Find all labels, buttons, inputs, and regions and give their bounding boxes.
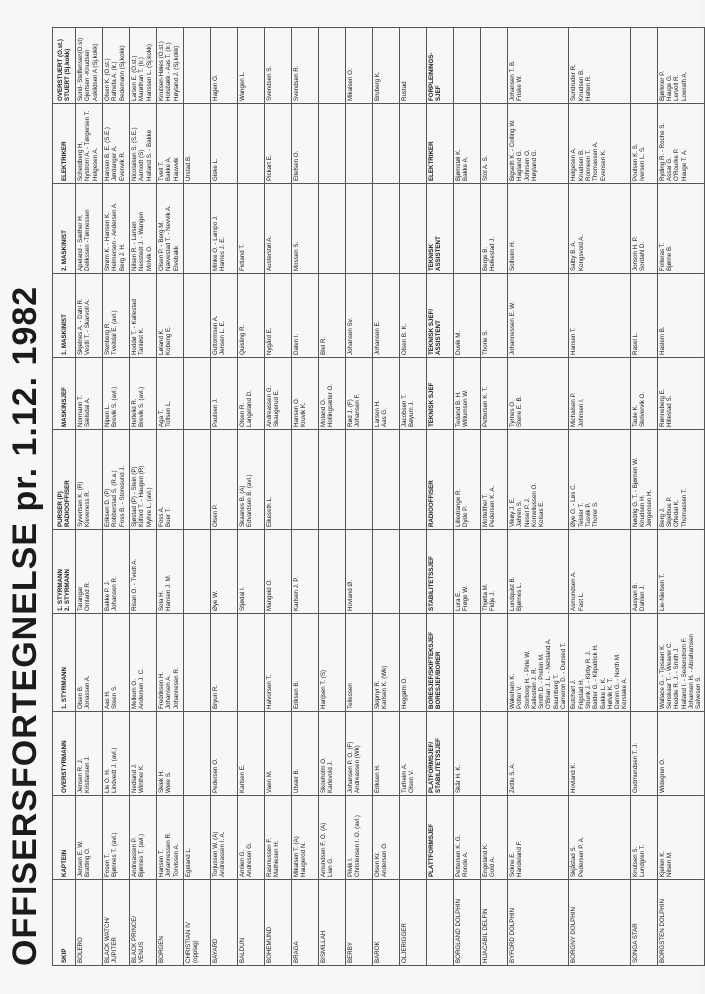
table-cell [238, 614, 265, 712]
table-cell: Mangeid O. [265, 530, 292, 614]
table-cell: Salby B. A. Kongsvold A. [569, 184, 630, 274]
table-cell: Amundsen F. O. (A) Lian G. [319, 796, 346, 880]
table-cell: Urstad B. [184, 104, 211, 184]
ship-name: BORGLAND DOLPHIN [454, 880, 481, 966]
table-row [130, 28, 157, 966]
table-cell [630, 28, 657, 104]
table-cell: Johansen Sv. [346, 274, 373, 358]
table-cell [184, 274, 211, 358]
table-cell: Nødrig G. T. - Bjørnen W. Knudsen H. Jørgensen H. [630, 430, 657, 530]
table-cell: Bigseth K. - Colling W. Hagland G. Johnsen O. Høyland G. [508, 104, 569, 184]
table-cell [346, 430, 373, 530]
table-cell: Giske L. [211, 104, 238, 184]
table-cell: PLATFORMSJEF/ STABILITETSSJEF [427, 712, 454, 796]
table-cell: Hanjsen T. (S) [319, 614, 346, 712]
table-cell: Melkum O. Andersen J. C. [130, 614, 157, 712]
table-cell: Kjellen K. Nilsen M. [657, 796, 704, 880]
ship-name: BORGSTEN DOLPHIN [657, 880, 704, 966]
table-cell: Eriksen B. [292, 614, 319, 712]
table-cell [319, 184, 346, 274]
table-cell: Bakke P. J. Johansen R. [103, 530, 130, 614]
table-cell [400, 530, 427, 614]
ship-name: BRAGA [292, 880, 319, 966]
table-row [630, 28, 657, 966]
table-cell: Lundquist B. Bjørnes L. [508, 530, 569, 614]
table-cell [630, 614, 657, 712]
table-cell: Nedland J. Winther K. [130, 712, 157, 796]
table-cell: Sund- Steffensen(O.st) Gjertsen -Knudsen Askildsen A (Sj.kokk) [76, 28, 103, 104]
table-cell: Moland O. Hollingsæter O. [319, 358, 346, 430]
column-header: OVERSTUERT (O.st.) STUERT (Sj.kokk) [53, 28, 76, 104]
column-header: 1. STYRMANN [53, 614, 76, 712]
table-cell: Minke O. - Lampo J. Harnes J. E. [211, 184, 238, 274]
table-row [569, 28, 630, 966]
table-cell: Egeland L. [184, 796, 211, 880]
table-cell [346, 104, 373, 184]
table-cell: Knutsen S. Lundgren T. [630, 796, 657, 880]
table-cell: Hovland Ø. [346, 530, 373, 614]
table-cell: Thjølta M. Fidje J. [481, 530, 508, 614]
table-cell: Zettlu S. A. [508, 712, 569, 796]
table-cell: Aasyan B. Dahlen J. [630, 530, 657, 614]
table-cell: Ryding R. - Roche S. Assar G. O'Rourke P. Hauge T. A. [657, 104, 704, 184]
table-cell [373, 104, 400, 184]
table-cell: Pedersen O. [211, 712, 238, 796]
table-cell: Bruberg K. [373, 28, 400, 104]
table-cell: Vaen M. [265, 712, 292, 796]
table-cell: Johansen E. [373, 274, 400, 358]
table-cell: Olsen B. K. [400, 274, 427, 358]
table-cell: Vikøy J. E. Jahren S. Neset P. J. Korneliussen O. Kolsas E. [508, 430, 569, 530]
ship-name: BLACK WATCH/ JUPITER [103, 880, 130, 966]
table-cell: Tveit T. Bakke A. Hauwvik [157, 104, 184, 184]
table-cell [184, 28, 211, 104]
table-cell [400, 184, 427, 274]
table-cell: Olsen Kr. Andersen O. [373, 796, 400, 880]
table-cell: Karlsen E. [238, 712, 265, 796]
table-cell: Hansen T. Johannessen R. Torvissen A. [157, 796, 184, 880]
table-cell: Sundruder R. Knudsen B. Halten R. [569, 28, 630, 104]
table-cell: Quisling R. [238, 274, 265, 358]
table-row [103, 28, 130, 966]
officer-table [52, 27, 705, 966]
table-cell: Hoddø T. - Kallestad Tanløst K. [130, 274, 157, 358]
table-cell: Olsen K. (O.st.) Rafnefa A. (lr.) Bedemann (Sj.kokk) [103, 28, 130, 104]
ship-name: BAYARD [211, 880, 238, 966]
table-cell: Øye O. - Løs C. Teisler T. Tusvik P. Thorer S. [569, 430, 630, 530]
table-cell: Jacobsen T. Bøyum J. [400, 358, 427, 430]
table-cell: Olsen P. [211, 430, 238, 530]
table-cell: Halvorsen T. [265, 614, 292, 712]
table-cell: Normann T. Sælsdal A. [76, 358, 103, 430]
table-cell: Tedand B. H. Willumsen W. [454, 358, 481, 430]
table-row [657, 28, 704, 966]
table-cell: Larsen E. (O.st.) Marøthan T. (Ir.) Hanssen L. (Sj.kokk) [130, 28, 157, 104]
table-cell [454, 184, 481, 274]
table-cell: Nicolaisen S. (S.E.) Aamodt (S) Halland S. - Bakke [130, 104, 157, 184]
table-cell: STABILITETSSJEF [427, 530, 454, 614]
table-cell: Foss A. Buer T. [157, 430, 184, 530]
table-cell: Austerstøl A. [265, 184, 292, 274]
table-cell: Skipnyr R. Karlsen K. (Wk) [373, 614, 400, 712]
table-cell: Pickart E. [265, 104, 292, 184]
ship-name: BYFORD DOLPHIN [508, 880, 569, 966]
table-cell: Jonson H. P. Sordahl D. [630, 184, 657, 274]
table-cell: Stjødal I. [238, 530, 265, 614]
ship-name: BISMILLAH [319, 880, 346, 966]
ship-name: BERBY [346, 880, 373, 966]
table-cell: Larsen H. Aas G. [373, 358, 400, 430]
table-cell: Rød J. (F) Johansen F. [346, 358, 373, 430]
table-row [211, 28, 238, 966]
table-cell: Stenberg R. Tveitdal E. (avl.) [103, 274, 130, 358]
table-cell: Duvik M. [454, 274, 481, 358]
table-row [157, 28, 184, 966]
column-header: KAPTEIN [53, 796, 76, 880]
ship-name [427, 880, 454, 966]
table-row [481, 28, 508, 966]
table-cell: Asmundsen A. Fast L. [569, 530, 630, 614]
table-cell: Fredriksen H. Johansen A. Johannesen R. [157, 614, 184, 712]
table-cell: Olsen B. Jonassen A. [76, 614, 103, 712]
table-row [319, 28, 346, 966]
table-cell: Skjelnes A. - Dahl R. Vestli T. - Skarvoll A. [76, 274, 103, 358]
table-cell: Gudmundsen T. J. [630, 712, 657, 796]
table-cell [184, 358, 211, 430]
column-header: 1. MASKINIST [53, 274, 76, 358]
table-cell: Mottelthel T. Pedersen K. A. [481, 430, 508, 530]
table-cell: Rasel L. [630, 274, 657, 358]
page-title: OFFISERSFORTEGNELSE pr. 1.12. 1982 [6, 285, 44, 966]
table-cell: TEKNISK ASSISTENT [427, 184, 454, 274]
table-cell: Berg J. Skjelbue P. Oftedal K. Thomassen T. [657, 430, 704, 530]
table-cell: Rønneberg E. Hillestad S. [657, 358, 704, 430]
table-cell [481, 614, 508, 712]
table-cell: Wangen L. [238, 28, 265, 104]
table-cell: Haslem B. [657, 274, 704, 358]
table-cell: FORPLEININGS- SJEF [427, 28, 454, 104]
table-cell: Bjørkner P. Hauge G. Lervoll R. Lowrath A. [657, 28, 704, 104]
table-cell: Sokne E. Handeland F. [508, 796, 569, 880]
table-cell [319, 530, 346, 614]
ship-name: BOHEMUND [265, 880, 292, 966]
table-cell: PLATTFORMSJEF [427, 796, 454, 880]
ship-name: BALDUN [238, 880, 265, 966]
column-header: ELEKTRIKER [53, 104, 76, 184]
table-row [292, 28, 319, 966]
table-cell: Hansen O. Kruvik K. [292, 358, 319, 430]
ship-name: OLJERIGGER [400, 880, 427, 966]
table-cell: Thorie S. [481, 274, 508, 358]
table-cell: ELEKTRIKER [427, 104, 454, 184]
table-row [454, 28, 481, 966]
table-cell: Tarangar Omland R. [76, 530, 103, 614]
table-cell: Mossen S. [292, 184, 319, 274]
table-cell: Mikalsen T. (A) Haugerod N. [292, 796, 319, 880]
table-cell: Solheim H. [508, 184, 569, 274]
table-cell: Skiek H. Weie S. [157, 712, 184, 796]
table-cell: Helgesen A. Knudsen B. Ronneen T. Thomassen A. Evensen K. [569, 104, 630, 184]
table-cell [481, 712, 508, 796]
table-row [76, 28, 103, 966]
table-cell: Guttormsen A. Jensen L. E. [211, 274, 238, 358]
table-cell: Karlsen J. P. [292, 530, 319, 614]
table-cell: Skoeholm O. Karlevold J. [319, 712, 346, 796]
table-cell: Folleras T. Bjørne B. [657, 184, 704, 274]
table-cell: Lie O. H. Lindvedt J. (avl.) [103, 712, 130, 796]
ship-name: BAROK [373, 880, 400, 966]
ship-name: BLACK PRINCE/ VENUS [130, 880, 157, 966]
table-cell: Knutsen-Høies (O.st.) Holsbakk - Aas T. (Ir.) Høyland J. (Sj.kokk) [157, 28, 184, 104]
table-cell [319, 104, 346, 184]
table-cell: Sola H. Hansen J. M. [157, 530, 184, 614]
table-cell: Hansen T. [569, 274, 630, 358]
table-cell [373, 184, 400, 274]
table-cell: Olsen P. - Berg M. Nævestad T. - Nevvik A. Elvebakk [157, 184, 184, 274]
table-cell: Andreassen P. Bjørnes T. (avl.) [130, 796, 157, 880]
table-cell: Øye W. [211, 530, 238, 614]
table-cell: Amlien G. Andresen G. [238, 796, 265, 880]
table-cell: Engeland K. Gold A. [481, 796, 508, 880]
table-cell: Hovland K. [569, 712, 630, 796]
table-row [373, 28, 400, 966]
table-cell: Lura E. Frøge W. [454, 530, 481, 614]
column-header: MASKINSJEF [53, 358, 76, 430]
table-cell: Berge B. Helkestad J. [481, 184, 508, 274]
table-cell: Pilvik I. Christensen I. O. (avl.) [346, 796, 373, 880]
table-cell: Lilledrange R. Dyde P. [454, 430, 481, 530]
table-cell: Heggøm O. [400, 614, 427, 712]
header-row [53, 28, 76, 966]
table-cell: Apeland - Sæther H. Delikssen -Tønnessen [76, 184, 103, 274]
table-cell: Jensen E. W. Bratting O. [76, 796, 103, 880]
table-cell: Torjussen W. (A) Andreassen I. A. [211, 796, 238, 880]
column-header: PURSER (P) RADIOOFFISER [53, 430, 76, 530]
table-cell: Johansen P. O. (F) Andreassen (Wk) [346, 712, 373, 796]
table-cell: Tellessen [346, 614, 373, 712]
table-cell: Fosen T. Bjønnes T. (avl.) [103, 796, 130, 880]
table-cell: Aas H. Steen S. [103, 614, 130, 712]
table-cell [454, 614, 481, 712]
table-cell: Fetland T. [238, 184, 265, 274]
table-cell: Ellefsen O. [292, 104, 319, 184]
table-cell: Skår H. K. [454, 712, 481, 796]
table-cell: Andreassen G. Skaugerud E. [265, 358, 292, 430]
table-cell: Michalsen P. Johnsen I. [569, 358, 630, 430]
table-cell: Pettersen K. G. Ronde A. [454, 796, 481, 880]
column-header: OVERSTYRMANN [53, 712, 76, 796]
table-cell: Utvær B. [292, 712, 319, 796]
table-cell [184, 184, 211, 274]
table-cell: Svendsen R. [292, 28, 319, 104]
table-cell [184, 614, 211, 712]
table-cell: Wakeham K. Potter V. Storborg H. - Pirie W. Kallestein J. R. Smith D. - Prebin M. O'Brian J. L. - Nelsland A. Baumberg T. Cameron D. - Dunsed T. [508, 614, 569, 712]
table-cell: Jensen R. J. Kristiansen J. [76, 712, 103, 796]
table-cell [373, 430, 400, 530]
table-cell [292, 430, 319, 530]
table-cell: Eriksen D. (P) Robberstad S. (R.a.) Foss B. - Storesund J. [103, 430, 130, 530]
table-cell [400, 796, 427, 880]
table-cell: BORESJEF/SKIFTEKSJEF BORESJEF/BORER [427, 614, 454, 712]
ship-name: CHRISTIAN IV (opplag) [184, 880, 211, 966]
table-cell [238, 104, 265, 184]
table-cell: Stol A. S. [481, 104, 508, 184]
table-cell: Dalen I. [292, 274, 319, 358]
table-cell: Hansen B. E. (S.E.) Jørdanger A. Evenvik R. [103, 104, 130, 184]
table-cell: Lie-Nielsen T. [657, 530, 704, 614]
table-cell: Svendsen S. [265, 28, 292, 104]
table-cell: Blel R. [319, 274, 346, 358]
ship-name: BORGEN [157, 880, 184, 966]
table-cell: Aga T. Tollsen L. [157, 358, 184, 430]
table-cell [184, 712, 211, 796]
table-cell: TEKNISK SJEF [427, 358, 454, 430]
table-cell: Paulsen J. [211, 358, 238, 430]
table-row [427, 28, 454, 966]
table-cell [400, 430, 427, 530]
table-cell [184, 430, 211, 530]
table-cell: Rustad [400, 28, 427, 104]
column-header: SKIP [53, 880, 76, 966]
table-cell: Poulsen K. S. Iversen L. S. [630, 104, 657, 184]
table-cell: Skaanes B. (A) Edvardsen B. (avl.) [238, 430, 265, 530]
table-cell: Syvertsen K. (R) Kleveness R. [76, 430, 103, 530]
table-cell [481, 28, 508, 104]
table-cell: Risan O. - Tvedt A. [130, 530, 157, 614]
table-cell: RADIOOFFISER [427, 430, 454, 530]
table-cell [319, 28, 346, 104]
table-cell: Nilsen R. - Larsen Nesstedt J. - Wangen Molvik O. [130, 184, 157, 274]
table-cell [346, 184, 373, 274]
table-cell: Eikeseth L. [265, 430, 292, 530]
table-cell: Nipen L. Brevik S. (avl.) [103, 358, 130, 430]
table-cell: Bjømstøl K. Bakke A. [454, 104, 481, 184]
table-cell: Pettersen K. T. [481, 358, 508, 430]
table-row [184, 28, 211, 966]
table-row [238, 28, 265, 966]
table-cell [454, 28, 481, 104]
ship-name: SONGA STAR [630, 880, 657, 966]
table-cell: Taule K. Skrivervik O. [630, 358, 657, 430]
table-cell: Scheldberg H. Nystrom A. - Tørgersen T. Helgesen A. [76, 104, 103, 184]
table-cell: Strøm K. - Hansen K. Helmersen - Andersen A. Berg J. H. [103, 184, 130, 274]
table-cell: Widegren O. [657, 712, 704, 796]
table-cell: Johannessen E. W. [508, 274, 569, 358]
ship-name: BOLERO [76, 880, 103, 966]
table-cell: Bryun R. [211, 614, 238, 712]
table-cell: Eriksen H. [373, 712, 400, 796]
table-cell: Hagen O. [211, 28, 238, 104]
table-cell: Wallace G. - Tjosaen K. Senskaar T. - Weaver C. Heddle R. J. - Smith J. Halland I. - Sedenstrom F. Johansen H. - Abrahamsen Salvesen S. [657, 614, 704, 712]
column-header: 1. STYRMANN 2. STYRMANN [53, 530, 76, 614]
table-cell: Johansen T. B. Friske W. [508, 28, 569, 104]
table-cell: Butchart J. Frigstad H. Strunk J. - Kirby R. J. Balder G. - Kilpatrick H. Bakke L. K. Hølvik K. T. Damm G. - North M. Kerslake A. [569, 614, 630, 712]
table-cell: Sjøstad (P) - Stein (P) Kilford T. - Haugen (R) Myhre L. (avl.) [130, 430, 157, 530]
table-cell: Olsen R. Langeland D. [238, 358, 265, 430]
table-cell: Løland K. Kobeng E. [157, 274, 184, 358]
table-cell [373, 530, 400, 614]
table-row [346, 28, 373, 966]
table-cell: Turheim A. Olsen V. [400, 712, 427, 796]
table-cell [400, 104, 427, 184]
table-cell: Rasmussen F. Mathiesen H. [265, 796, 292, 880]
table-cell [184, 530, 211, 614]
table-cell: Mikalsen O. [346, 28, 373, 104]
column-header: 2. MASKINIST [53, 184, 76, 274]
table-cell: TEKNISK SJEF/ ASSISTENT [427, 274, 454, 358]
table-cell [319, 430, 346, 530]
ship-name: HUACABIL DELFIN [481, 880, 508, 966]
table-cell: Nygård E. [265, 274, 292, 358]
ship-name: BORGNY DOLPHIN [569, 880, 630, 966]
table-cell: Skjåstad S. Pedersen P. A. [569, 796, 630, 880]
table-row [400, 28, 427, 966]
table-cell: Tyrnes O. Stene E. B. [508, 358, 569, 430]
table-row [265, 28, 292, 966]
table-body [76, 28, 705, 966]
table-row [508, 28, 569, 966]
table-cell: Hetlelid R. Brevik S. (avl.) [130, 358, 157, 430]
